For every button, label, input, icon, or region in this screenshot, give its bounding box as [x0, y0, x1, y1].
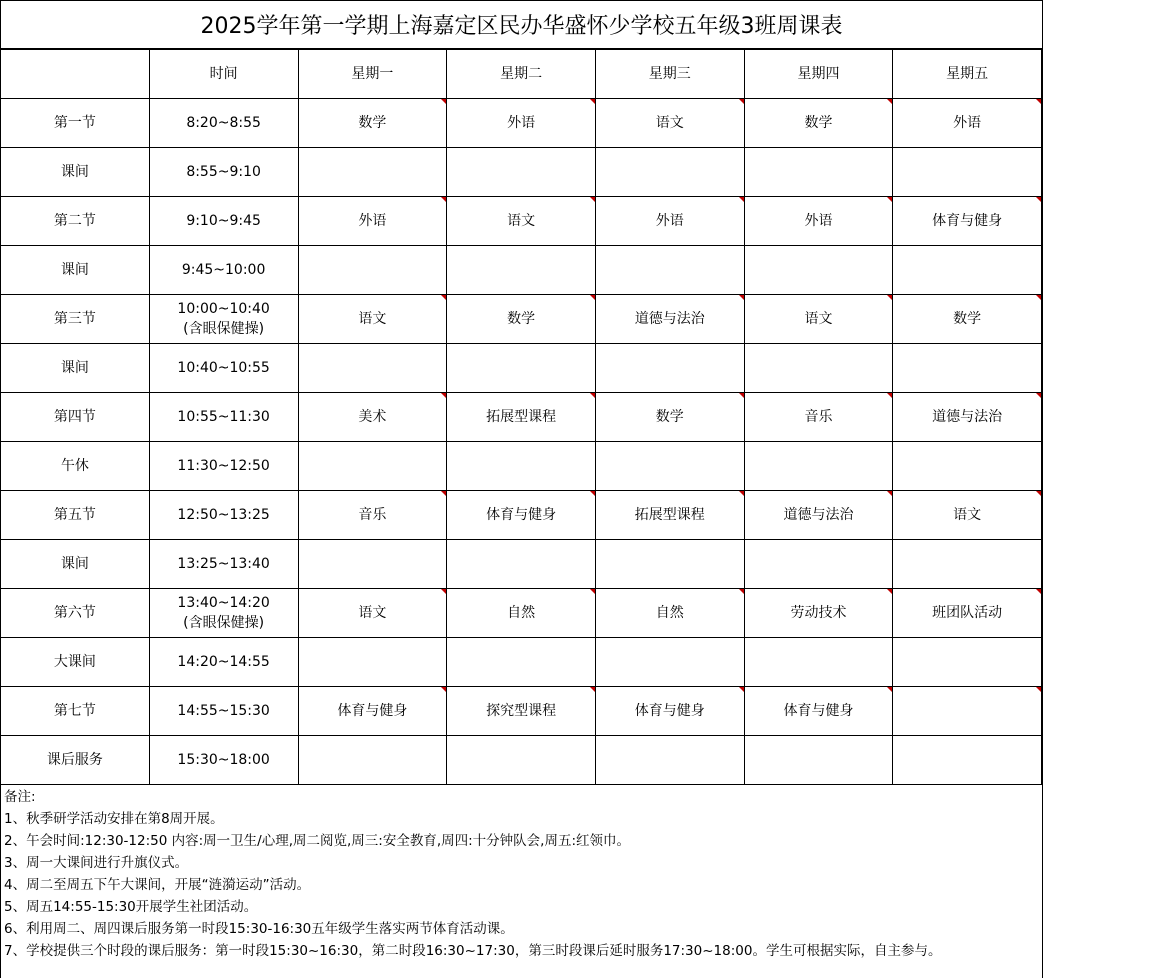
note-line: 4、周二至周五下午大课间，开展“涟漪运动”活动。 [4, 877, 311, 893]
table-row [1, 99, 1042, 148]
subject-label: 道德与法治 [634, 311, 705, 327]
time-range: 14:55~15:30 [177, 703, 270, 719]
subject-label: 外语 [655, 213, 684, 229]
subject-cell [595, 295, 744, 344]
comment-marker-icon [590, 687, 595, 692]
period-label: 第三节 [1, 295, 150, 344]
time-range: 14:20~14:55 [177, 654, 270, 670]
note-line: 6、利用周二、周四课后服务第一时段15:30-16:30五年级学生落实两节体育活动课。 [4, 921, 514, 937]
table-row [1, 246, 1042, 295]
subject-label: 外语 [507, 115, 536, 131]
comment-marker-icon [739, 295, 744, 300]
subject-cell [447, 148, 596, 197]
comment-marker-icon [739, 589, 744, 594]
subject-cell [893, 99, 1042, 148]
subject-cell [893, 393, 1042, 442]
subject-cell [744, 491, 893, 540]
comment-marker-icon [441, 393, 446, 398]
subject-cell [447, 99, 596, 148]
subject-label: 自然 [507, 605, 536, 621]
time-cell [149, 246, 298, 295]
subject-cell [744, 197, 893, 246]
comment-marker-icon [739, 491, 744, 496]
subject-label: 数学 [953, 311, 982, 327]
time-cell [149, 736, 298, 785]
subject-cell [595, 736, 744, 785]
subject-label: 体育与健身 [634, 703, 705, 719]
note-line: 1、秋季研学活动安排在第8周开展。 [4, 811, 224, 827]
subject-cell [447, 197, 596, 246]
subject-cell [595, 393, 744, 442]
subject-label: 音乐 [358, 507, 387, 523]
note-line: 7、学校提供三个时段的课后服务：第一时段15:30~16:30，第二时段16:30~17:30，第三时段课后延时服务17:30~18:00。学生可根据实际，自主参与。 [4, 943, 942, 959]
period-label: 课后服务 [1, 736, 150, 785]
subject-label: 美术 [358, 409, 387, 425]
subject-cell [893, 540, 1042, 589]
time-cell [149, 393, 298, 442]
header-corner [1, 50, 150, 99]
comment-marker-icon [441, 491, 446, 496]
subject-label: 道德与法治 [932, 409, 1003, 425]
subject-label: 外语 [804, 213, 833, 229]
comment-marker-icon [887, 491, 892, 496]
subject-cell [595, 589, 744, 638]
time-range: 10:40~10:55 [177, 360, 270, 376]
subject-label: 班团队活动 [932, 605, 1003, 621]
notes-heading: 备注: [4, 789, 36, 805]
subject-label: 语文 [507, 213, 536, 229]
subject-cell [744, 393, 893, 442]
comment-marker-icon [1036, 687, 1041, 692]
subject-label: 外语 [358, 213, 387, 229]
comment-marker-icon [590, 99, 595, 104]
subject-cell [744, 589, 893, 638]
subject-label: 语文 [804, 311, 833, 327]
period-label: 课间 [1, 344, 150, 393]
time-range: 8:55~9:10 [186, 164, 261, 180]
time-range: 13:25~13:40 [177, 556, 270, 572]
time-range: 10:00~10:40 [177, 301, 270, 317]
comment-marker-icon [1036, 589, 1041, 594]
subject-label: 数学 [655, 409, 684, 425]
table-row [1, 442, 1042, 491]
subject-cell [447, 442, 596, 491]
subject-cell [595, 148, 744, 197]
time-cell [149, 295, 298, 344]
time-cell [149, 540, 298, 589]
period-label: 课间 [1, 540, 150, 589]
subject-cell [893, 442, 1042, 491]
comment-marker-icon [1036, 197, 1041, 202]
time-cell [149, 638, 298, 687]
subject-cell [744, 442, 893, 491]
subject-cell [298, 687, 447, 736]
time-cell [149, 687, 298, 736]
period-label: 第五节 [1, 491, 150, 540]
subject-cell [298, 589, 447, 638]
comment-marker-icon [887, 197, 892, 202]
subject-cell [893, 687, 1042, 736]
time-range: 15:30~18:00 [177, 752, 270, 768]
subject-cell [298, 736, 447, 785]
comment-marker-icon [590, 295, 595, 300]
comment-marker-icon [590, 589, 595, 594]
period-label: 第一节 [1, 99, 150, 148]
comment-marker-icon [590, 393, 595, 398]
time-cell [149, 589, 298, 638]
time-range: 9:10~9:45 [186, 213, 261, 229]
comment-marker-icon [441, 589, 446, 594]
time-range: 13:40~14:20 [177, 595, 270, 611]
subject-cell [447, 344, 596, 393]
time-cell [149, 197, 298, 246]
subject-cell [744, 540, 893, 589]
subject-cell [447, 246, 596, 295]
period-label: 课间 [1, 246, 150, 295]
notes-section [0, 784, 1043, 978]
subject-cell [298, 246, 447, 295]
comment-marker-icon [739, 687, 744, 692]
table-row [1, 344, 1042, 393]
subject-label: 语文 [953, 507, 982, 523]
subject-label: 体育与健身 [783, 703, 854, 719]
time-range: 9:45~10:00 [181, 262, 266, 278]
subject-label: 语文 [358, 311, 387, 327]
subject-cell [298, 442, 447, 491]
subject-cell [298, 393, 447, 442]
subject-cell [893, 491, 1042, 540]
subject-label: 自然 [655, 605, 684, 621]
subject-cell [744, 246, 893, 295]
subject-label: 外语 [953, 115, 982, 131]
table-row [1, 197, 1042, 246]
subject-cell [447, 687, 596, 736]
subject-cell [447, 491, 596, 540]
schedule-table [0, 49, 1042, 785]
subject-cell [447, 589, 596, 638]
comment-marker-icon [887, 99, 892, 104]
period-label: 课间 [1, 148, 150, 197]
subject-label: 数学 [358, 115, 387, 131]
time-note: (含眼保健操) [183, 615, 265, 631]
subject-cell [893, 148, 1042, 197]
subject-cell [298, 197, 447, 246]
comment-marker-icon [887, 589, 892, 594]
comment-marker-icon [739, 393, 744, 398]
period-label: 大课间 [1, 638, 150, 687]
comment-marker-icon [441, 99, 446, 104]
subject-cell [595, 687, 744, 736]
subject-label: 体育与健身 [486, 507, 557, 523]
comment-marker-icon [590, 491, 595, 496]
comment-marker-icon [441, 295, 446, 300]
table-row [1, 540, 1042, 589]
comment-marker-icon [441, 687, 446, 692]
subject-cell [298, 148, 447, 197]
subject-cell [447, 736, 596, 785]
subject-label: 拓展型课程 [486, 409, 557, 425]
table-row [1, 393, 1042, 442]
subject-cell [595, 344, 744, 393]
subject-cell [595, 99, 744, 148]
period-label: 第四节 [1, 393, 150, 442]
comment-marker-icon [739, 197, 744, 202]
comment-marker-icon [887, 295, 892, 300]
subject-label: 劳动技术 [790, 605, 847, 621]
subject-cell [447, 540, 596, 589]
subject-label: 道德与法治 [783, 507, 854, 523]
comment-marker-icon [1036, 491, 1041, 496]
comment-marker-icon [1036, 393, 1041, 398]
note-line: 5、周五14:55-15:30开展学生社团活动。 [4, 899, 258, 915]
note-line: 3、周一大课间进行升旗仪式。 [4, 855, 189, 871]
subject-cell [298, 638, 447, 687]
period-label: 第七节 [1, 687, 150, 736]
subject-cell [447, 295, 596, 344]
subject-cell [893, 344, 1042, 393]
period-label: 第二节 [1, 197, 150, 246]
time-range: 10:55~11:30 [177, 409, 270, 425]
header-day: 星期二 [447, 50, 596, 99]
time-range: 8:20~8:55 [186, 115, 261, 131]
subject-label: 探究型课程 [486, 703, 557, 719]
subject-cell [595, 638, 744, 687]
subject-cell [298, 295, 447, 344]
table-row [1, 736, 1042, 785]
subject-label: 拓展型课程 [634, 507, 705, 523]
subject-cell [595, 442, 744, 491]
subject-cell [744, 736, 893, 785]
header-day: 星期五 [893, 50, 1042, 99]
time-cell [149, 99, 298, 148]
subject-label: 语文 [655, 115, 684, 131]
table-row [1, 638, 1042, 687]
subject-cell [893, 295, 1042, 344]
subject-cell [744, 638, 893, 687]
subject-cell [893, 197, 1042, 246]
comment-marker-icon [1036, 99, 1041, 104]
header-time: 时间 [149, 50, 298, 99]
subject-label: 体育与健身 [337, 703, 408, 719]
subject-cell [893, 736, 1042, 785]
comment-marker-icon [887, 393, 892, 398]
note-line: 2、午会时间:12:30-12:50 内容:周一卫生/心理,周二阅览,周三:安全教育,周四:十分钟队会,周五:红领巾。 [4, 833, 631, 849]
time-cell [149, 442, 298, 491]
subject-cell [595, 540, 744, 589]
table-row [1, 295, 1042, 344]
subject-label: 音乐 [804, 409, 833, 425]
header-day: 星期一 [298, 50, 447, 99]
subject-cell [893, 246, 1042, 295]
subject-label: 语文 [358, 605, 387, 621]
table-row [1, 491, 1042, 540]
subject-cell [298, 540, 447, 589]
time-note: (含眼保健操) [183, 321, 265, 337]
subject-cell [298, 491, 447, 540]
subject-cell [744, 99, 893, 148]
subject-cell [595, 197, 744, 246]
header-day: 星期四 [744, 50, 893, 99]
period-label: 第六节 [1, 589, 150, 638]
comment-marker-icon [1036, 295, 1041, 300]
subject-label: 体育与健身 [932, 213, 1003, 229]
header-row [1, 50, 1042, 99]
time-range: 12:50~13:25 [177, 507, 270, 523]
table-row [1, 687, 1042, 736]
comment-marker-icon [590, 197, 595, 202]
table-row [1, 589, 1042, 638]
comment-marker-icon [739, 99, 744, 104]
table-row [1, 148, 1042, 197]
page-title: 2025学年第一学期上海嘉定区民办华盛怀少学校五年级3班周课表 [0, 0, 1043, 49]
time-cell [149, 344, 298, 393]
subject-label: 数学 [507, 311, 536, 327]
time-cell [149, 148, 298, 197]
subject-cell [298, 344, 447, 393]
subject-cell [893, 638, 1042, 687]
subject-cell [298, 99, 447, 148]
header-day: 星期三 [595, 50, 744, 99]
subject-cell [744, 344, 893, 393]
subject-cell [447, 393, 596, 442]
subject-cell [595, 246, 744, 295]
period-label: 午休 [1, 442, 150, 491]
subject-cell [595, 491, 744, 540]
time-range: 11:30~12:50 [177, 458, 270, 474]
comment-marker-icon [441, 197, 446, 202]
subject-cell [893, 589, 1042, 638]
subject-cell [744, 295, 893, 344]
subject-cell [744, 687, 893, 736]
subject-cell [744, 148, 893, 197]
subject-cell [447, 638, 596, 687]
subject-label: 数学 [804, 115, 833, 131]
time-cell [149, 491, 298, 540]
comment-marker-icon [887, 687, 892, 692]
